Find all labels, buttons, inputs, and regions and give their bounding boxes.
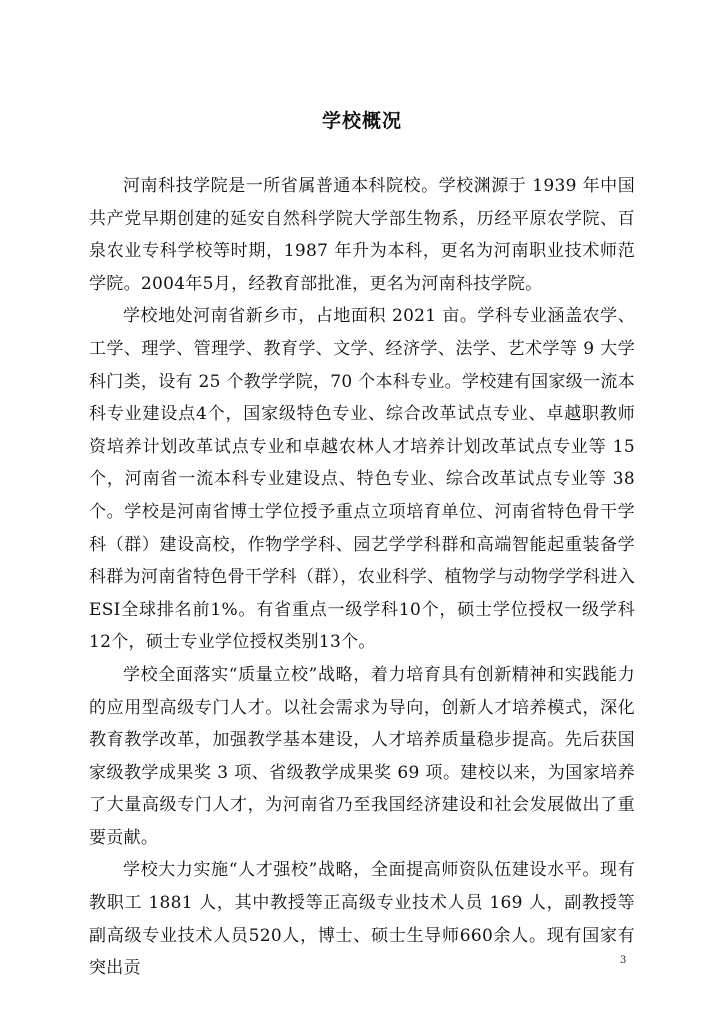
paragraph-teaching-quality: 学校全面落实“质量立校”战略，着力培育具有创新精神和实践能力的应用型高级专门人才。以社会需求为导向，创新人才培养模式，深化教育教学改革，加强教学基本建设，人才培养质量稳步提高。先后获国家级教学成果奖 3 项、省级教学成果奖 69 项。建校以来，为国家培养了大量高级专门人才，为河南省乃至我国经济建设和社会发展做出了重要贡献。 bbox=[89, 664, 635, 848]
paragraph-disciplines: 学校地处河南省新乡市，占地面积 2021 亩。学科专业涵盖农学、工学、理学、管理学、教育学、文学、经济学、法学、艺术学等 9 大学科门类，设有 25 个教学学院，70 个本科专业。学校建有国家级一流本科专业建设点4个，国家级特色专业、综合改革试点专业、卓越职教师资培养计划改革试点专业和卓越农林人才培养计划改革试点专业等 15 个，河南省一流本科专业建设点、特色专业、综合改革试点专业等 38 个。学校是河南省博士学位授予重点立项培育单位、河南省特色骨干学科（群）建设高校，作物学学科、园艺学学科群和高端智能起重装备学科群为河南省特色骨干学科（群），农业科学、植物学与动物学学科进入ESI全球排名前1%。有省重点一级学科10个，硕士学位授权一级学科12个，硕士专业学位授权类别13个。 bbox=[89, 306, 635, 653]
page-number: 3 bbox=[620, 955, 627, 966]
body-text bbox=[89, 170, 635, 985]
paragraph-history: 河南科技学院是一所省属普通本科院校。学校渊源于 1939 年中国共产党早期创建的延安自然科学院大学部生物系，历经平原农学院、百泉农业专科学校等时期，1987 年升为本科，更名为河南职业技术师范学院。2004年5月，经教育部批准，更名为河南科技学院。 bbox=[89, 176, 635, 294]
paragraph-faculty: 学校大力实施“人才强校”战略，全面提高师资队伍建设水平。现有教职工 1881 人，其中教授等正高级专业技术人员 169 人，副教授等副高级专业技术人员520人，博士、硕士生导师660余人。现有国家有突出贡 bbox=[89, 860, 635, 979]
page-title: 学校概况 bbox=[321, 110, 402, 132]
